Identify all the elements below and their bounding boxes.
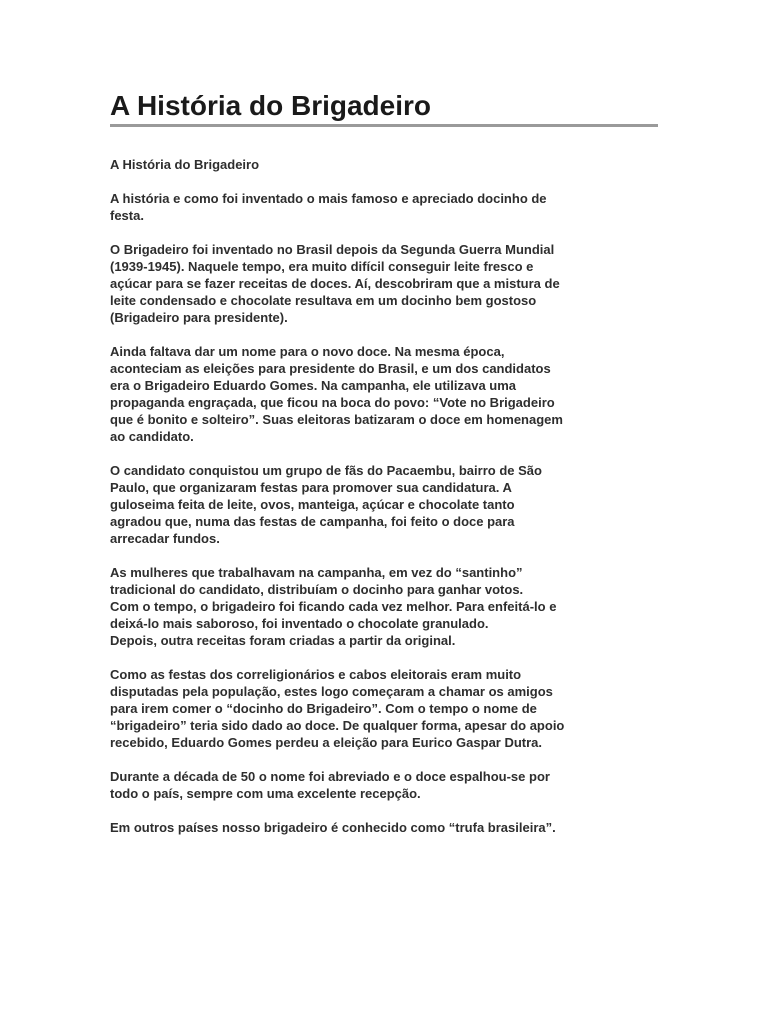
fans-paragraph: O candidato conquistou um grupo de fãs do Pacaembu, bairro de São Paulo, que organizaram festas para promover sua candidatura. A guloseima feita de leite, ovos, manteiga, açúcar e chocolate tanto agradou que, numa das festas de campanha, foi feito o doce para arrecadar fundos. [110, 463, 542, 546]
origin-paragraph: O Brigadeiro foi inventado no Brasil depois da Segunda Guerra Mundial (1939-1945). Naquele tempo, era muito difícil conseguir leite fresco e açúcar para se fazer receitas de doces. Aí, descobriram que a mistura de leite condensado e chocolate resultava em um docinho bem gostoso (Brigadeiro para presidente). [110, 242, 560, 325]
title-divider [110, 124, 658, 127]
decade-paragraph: Durante a década de 50 o nome foi abreviado e o doce espalhou-se por todo o país, sempre com uma excelente recepção. [110, 769, 550, 801]
abroad-paragraph: Em outros países nosso brigadeiro é conhecido como “trufa brasileira”. [110, 820, 556, 835]
intro-paragraph: A história e como foi inventado o mais famoso e apreciado docinho de festa. [110, 191, 547, 223]
campaign-paragraph: As mulheres que trabalhavam na campanha, em vez do “santinho” tradicional do candidato, distribuíam o docinho para ganhar votos. Com o tempo, o brigadeiro foi ficando cada vez melhor. Para enfeitá-lo e deixá-lo mais saboroso, foi inventado o chocolate granulado. Depois, outra receitas foram criadas a partir da original. [110, 565, 557, 648]
subtitle-paragraph: A História do Brigadeiro [110, 157, 260, 172]
parties-paragraph: Como as festas dos correligionários e cabos eleitorais eram muito disputadas pela população, estes logo começaram a chamar os amigos para irem comer o “docinho do Brigadeiro”. Com o tempo o nome de “brigadeiro” teria sido dado ao doce. De qualquer forma, apesar do apoio recebido, Eduardo Gomes perdeu a eleição para Eurico Gaspar Dutra. [110, 667, 565, 750]
page-title: A História do Brigadeiro [110, 90, 432, 121]
naming-paragraph: Ainda faltava dar um nome para o novo doce. Na mesma época, aconteciam as eleições para presidente do Brasil, e um dos candidatos era o Brigadeiro Eduardo Gomes. Na campanha, ele utilizava uma propaganda engraçada, que ficou na boca do povo: “Vote no Brigadeiro que é bonito e solteiro”. Suas eleitoras batizaram o doce em homenagem ao candidato. [110, 344, 563, 444]
article-body [110, 156, 658, 853]
